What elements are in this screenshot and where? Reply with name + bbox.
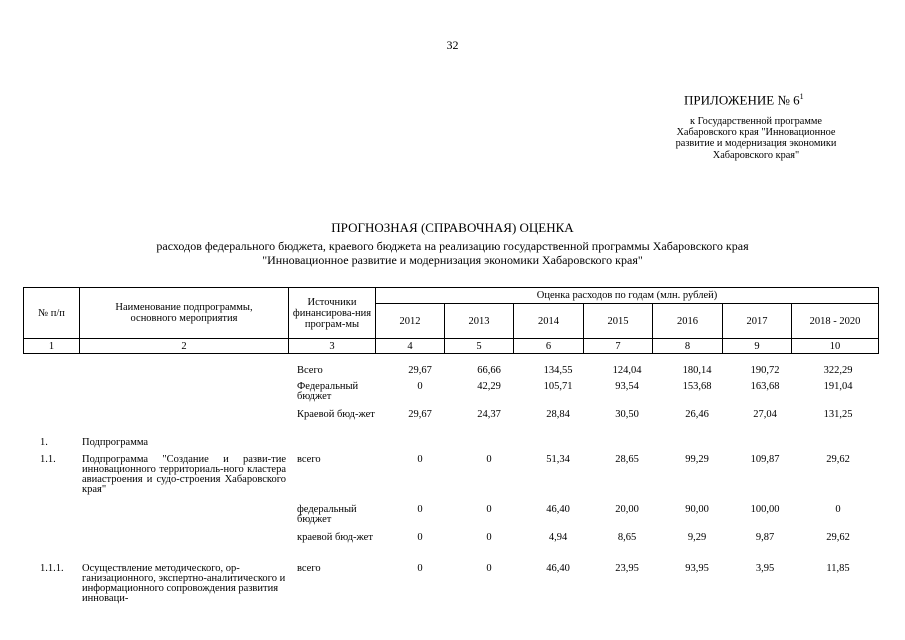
document-title: ПРОГНОЗНАЯ (СПРАВОЧНАЯ) ОЦЕНКА — [331, 220, 574, 235]
row-value: 30,50 — [615, 409, 639, 420]
row-value: 29,62 — [826, 532, 850, 543]
row-name: Подпрограмма — [82, 437, 149, 448]
row-value: 134,55 — [543, 365, 573, 376]
appendix-superscript: 1 — [799, 92, 804, 101]
index-cell: 4 — [376, 339, 445, 354]
index-cell: 10 — [792, 339, 879, 354]
row-value: 191,04 — [823, 381, 853, 392]
appendix-line: Хабаровского края "Инновационное — [676, 127, 836, 139]
row-value: 46,40 — [546, 504, 570, 515]
row-value: 9,29 — [687, 532, 707, 543]
header-year: 2016 — [653, 304, 723, 339]
row-value: 42,29 — [477, 381, 501, 392]
header-name-text: Наименование подпрограммы, основного мероприятия — [115, 302, 253, 324]
appendix-line: развитие и модернизация экономики — [675, 138, 837, 150]
row-value: 180,14 — [682, 365, 712, 376]
row-num: 1.1.1. — [40, 563, 64, 574]
row-value: 29,62 — [826, 454, 850, 465]
row-value: 109,87 — [750, 454, 780, 465]
row-value: 0 — [417, 381, 423, 392]
row-value: 9,87 — [755, 532, 775, 543]
header-num: № п/п — [24, 288, 80, 339]
appendix-line: к Государственной программе — [690, 116, 822, 127]
index-cell: 3 — [289, 339, 376, 354]
row-value: 0 — [486, 532, 492, 543]
index-cell: 2 — [80, 339, 289, 354]
row-value: 0 — [417, 504, 423, 515]
row-value: 51,34 — [546, 454, 570, 465]
row-value: 4,94 — [548, 532, 568, 543]
row-value: 93,54 — [615, 381, 639, 392]
header-source: Источники финансирова-ния програм-мы — [289, 288, 376, 339]
row-value: 24,37 — [477, 409, 501, 420]
row-value: 163,68 — [750, 381, 780, 392]
row-value: 0 — [417, 563, 423, 574]
row-value: 153,68 — [682, 381, 712, 392]
row-value: 105,71 — [543, 381, 573, 392]
row-value: 8,65 — [617, 532, 637, 543]
row-value: 23,95 — [615, 563, 639, 574]
row-value: 29,67 — [408, 365, 432, 376]
row-value: 20,00 — [615, 504, 639, 515]
row-value: 0 — [417, 454, 423, 465]
row-name: Осуществление методического, ор-ганизационного, экспертно-аналитического и информационного сопровождения развития инноваци- — [82, 563, 286, 604]
row-source: краевой бюд-жет — [297, 532, 373, 543]
row-value: 0 — [486, 563, 492, 574]
row-value: 26,46 — [685, 409, 709, 420]
header-year: 2014 — [514, 304, 584, 339]
header-year: 2013 — [445, 304, 514, 339]
row-value: 29,67 — [408, 409, 432, 420]
row-value: 46,40 — [546, 563, 570, 574]
row-value: 3,95 — [755, 563, 775, 574]
row-value: 99,29 — [685, 454, 709, 465]
row-source: Краевой бюд-жет — [297, 409, 375, 420]
row-source: всего — [297, 563, 321, 574]
row-source: Федеральный бюджет — [297, 381, 359, 402]
appendix-line: Хабаровского края" — [712, 149, 800, 161]
subtitle-line: расходов федерального бюджета, краевого бюджета на реализацию государственной программы Хабаровского края — [156, 239, 749, 253]
header-year: 2017 — [723, 304, 792, 339]
row-num: 1. — [40, 437, 48, 448]
row-value: 124,04 — [612, 365, 642, 376]
row-value: 0 — [417, 532, 423, 543]
row-value: 93,95 — [685, 563, 709, 574]
row-value: 28,84 — [546, 409, 570, 420]
row-value: 100,00 — [750, 504, 780, 515]
header-year: 2015 — [584, 304, 653, 339]
index-cell: 1 — [24, 339, 80, 354]
index-cell: 7 — [584, 339, 653, 354]
subtitle-line: "Инновационное развитие и модернизация экономики Хабаровского края" — [262, 252, 643, 267]
row-value: 28,65 — [615, 454, 639, 465]
row-source: Всего — [297, 365, 323, 376]
row-value: 131,25 — [823, 409, 853, 420]
index-cell: 9 — [723, 339, 792, 354]
row-value: 190,72 — [750, 365, 780, 376]
row-value: 0 — [486, 454, 492, 465]
header-estimate: Оценка расходов по годам (млн. рублей) — [376, 288, 879, 304]
row-source: федеральный бюджет — [297, 504, 357, 525]
appendix-title-text: ПРИЛОЖЕНИЕ № 6 — [684, 92, 800, 108]
row-name: Подпрограмма "Создание и разви-тие инновационного территориаль-ного кластера авиастроения и судо-строения Хабаровского края" — [82, 454, 286, 495]
row-source: всего — [297, 454, 321, 465]
page-number: 32 — [446, 38, 459, 52]
row-value: 11,85 — [826, 563, 850, 574]
row-value: 322,29 — [823, 365, 853, 376]
row-value: 0 — [486, 504, 492, 515]
row-value: 0 — [835, 504, 841, 515]
row-value: 66,66 — [477, 365, 501, 376]
index-cell: 8 — [653, 339, 723, 354]
index-cell: 6 — [514, 339, 584, 354]
header-year: 2012 — [376, 304, 445, 339]
index-cell: 5 — [445, 339, 514, 354]
row-value: 90,00 — [685, 504, 709, 515]
row-value: 27,04 — [753, 409, 777, 420]
row-num: 1.1. — [40, 454, 56, 465]
header-year: 2018 - 2020 — [792, 304, 879, 339]
